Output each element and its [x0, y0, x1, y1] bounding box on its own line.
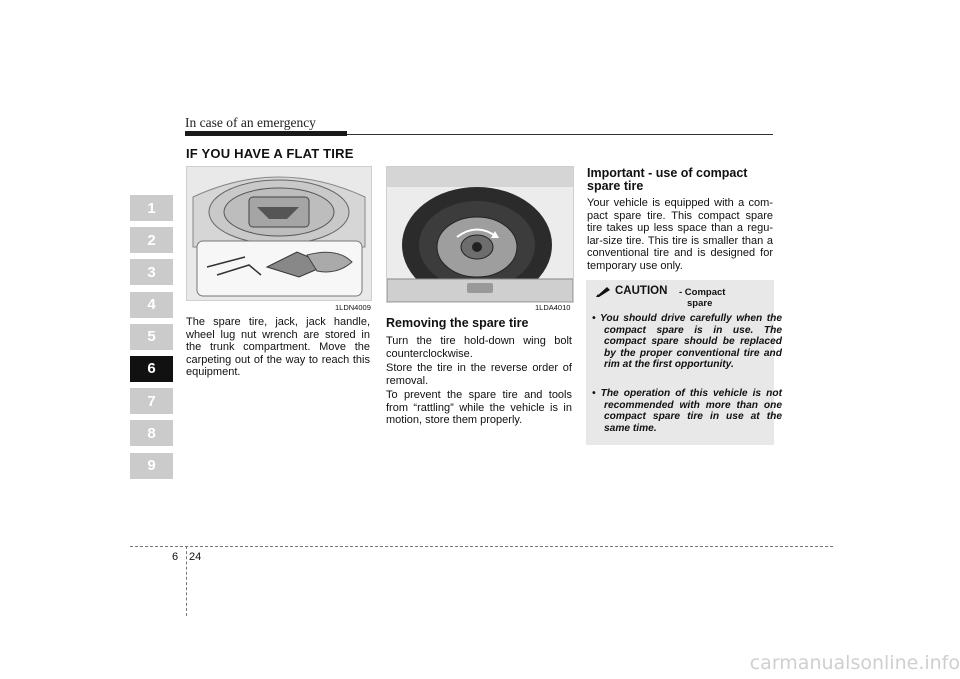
- running-header: In case of an emergency: [185, 115, 316, 130]
- caution-subtitle-2: spare: [687, 298, 713, 309]
- col2-paragraph-1: Turn the tire hold-down wing bolt counterclockwise.: [386, 335, 572, 360]
- spare-tire-figure: [386, 166, 574, 303]
- removing-spare-heading: Removing the spare tire: [386, 316, 529, 330]
- caution-pen-icon: [595, 286, 611, 298]
- chapter-tab-4[interactable]: 4: [130, 292, 173, 318]
- spare-tire-tools-figure: [186, 166, 372, 301]
- chapter-tab-8[interactable]: 8: [130, 420, 173, 446]
- caution-item-1: • You should drive carefully when the compact spare is in use. The compact spare should be replaced by the proper conventional tire and rim at the first opportunity.: [592, 313, 782, 370]
- spare-tire-illustration: [387, 167, 573, 302]
- chapter-tab-7[interactable]: 7: [130, 388, 173, 414]
- page-number: 24: [189, 551, 202, 563]
- col2-paragraph-3: To prevent the spare tire and tools from “rattling” while the vehicle is in motion, store them properly.: [386, 389, 572, 427]
- header-bar: [185, 131, 347, 136]
- watermark: carmanualsonline.info: [749, 652, 960, 674]
- chapter-tab-2[interactable]: 2: [130, 227, 173, 253]
- compact-spare-heading: Important - use of compact spare tire: [587, 166, 748, 193]
- header-rule: [347, 134, 773, 135]
- figure-caption: 1LDN4009: [335, 303, 371, 312]
- page-chapter-number: 6: [172, 551, 179, 563]
- trunk-tools-illustration: [187, 167, 371, 300]
- chapter-tab-1[interactable]: 1: [130, 195, 173, 221]
- caution-box: [586, 280, 782, 445]
- col3-paragraph: Your vehicle is equipped with a com-pact spare tire. This compact spare tire takes up less space than a regu-lar-size tire. This tire is smaller than a conventional tire and is designed for temporary use only.: [587, 197, 773, 272]
- caution-title: CAUTION: [615, 285, 668, 297]
- chapter-tab-3[interactable]: 3: [130, 259, 173, 285]
- col2-paragraph-2: Store the tire in the reverse order of removal.: [386, 362, 572, 387]
- footer-rule: [130, 546, 833, 547]
- chapter-tab-5[interactable]: 5: [130, 324, 173, 350]
- caution-subtitle: - Compact: [679, 287, 726, 298]
- chapter-tabs: [130, 195, 173, 485]
- caution-item-2: • The operation of this vehicle is not recommended with more than one compact spare tire in use at the same time.: [592, 388, 782, 434]
- section-title: IF YOU HAVE A FLAT TIRE: [186, 146, 354, 161]
- figure-caption: 1LDA4010: [535, 303, 571, 312]
- chapter-tab-6[interactable]: 6: [130, 356, 173, 382]
- footer-divider: [186, 546, 187, 616]
- chapter-tab-9[interactable]: 9: [130, 453, 173, 479]
- col1-paragraph: The spare tire, jack, jack handle, wheel lug nut wrench are stored in the trunk compartment. Move the carpeting out of the way to reach this equipment.: [186, 316, 370, 379]
